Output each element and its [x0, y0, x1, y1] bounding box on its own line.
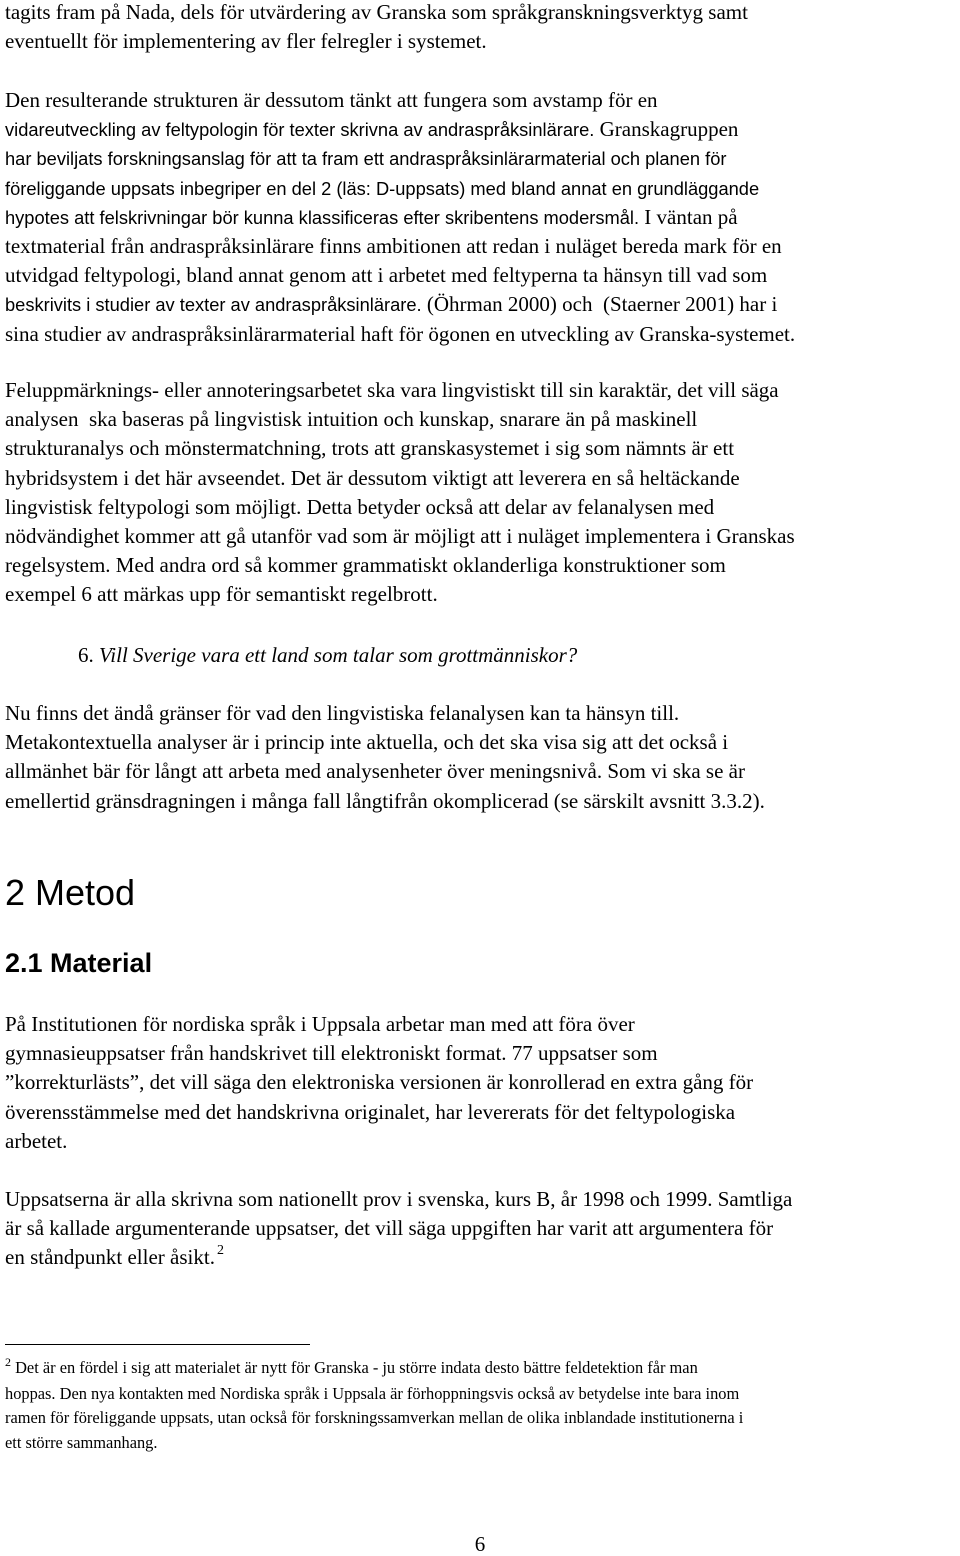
text-line: analysen ska baseras på lingvistisk intuition och kunskap, snarare än på maskinell — [5, 407, 698, 432]
text-line: exempel 6 att märkas upp för semantiskt regelbrott. — [5, 582, 438, 607]
text-line: hybridsystem i det här avseendet. Det är dessutom viktigt att leverera en så heltäckande — [5, 465, 740, 490]
text-line: beskrivits i studier av texter av andraspråksinlärare. — [5, 294, 422, 316]
example-number: 6. — [78, 643, 94, 667]
example-sentence — [78, 641, 577, 670]
text-line: sina studier av andraspråksinlärarmaterial haft för ögonen en utveckling av Granska-systemet. — [5, 321, 796, 346]
text-line: nödvändighet kommer att gå utanför vad som är möjligt att i nuläget implementera i Granskas — [5, 524, 795, 549]
text-line: Den resulterande strukturen är dessutom tänkt att fungera som avstamp för en — [5, 88, 658, 112]
text-line: arbetet. — [5, 1128, 68, 1153]
text-line: ramen för föreliggande uppsats, utan också för forskningssamverkan mellan de olika inblandade institutionerna i — [5, 1408, 744, 1428]
text-line: På Institutionen för nordiska språk i Uppsala arbetar man med att föra över — [5, 1012, 635, 1036]
text-line: Nu finns det ändå gränser för vad den lingvistiska felanalysen kan ta hänsyn till. — [5, 701, 680, 725]
text-line: är så kallade argumenterande uppsatser, det vill säga uppgiften har varit att argumentera för — [5, 1216, 774, 1241]
subsection-heading: 2.1 Material — [5, 948, 153, 978]
text-line: tagits fram på Nada, dels för utvärdering av Granska som språkgranskningsverktyg samt — [5, 0, 748, 24]
page-number: 6 — [474, 1532, 486, 1556]
text-line: Metakontextuella analyser är i princip inte aktuella, och det ska visa sig att det också i — [5, 730, 729, 755]
text-line: ”korrekturlästs”, det vill säga den elektroniska versionen är konrollerad en extra gång för — [5, 1070, 754, 1095]
text-line: regelsystem. Med andra ord så kommer grammatiskt oklanderliga konstruktioner som — [5, 553, 726, 578]
text-line: överensstämmelse med det handskrivna originalet, har levererats för det feltypologiska — [5, 1099, 736, 1124]
text-line: hoppas. Den nya kontakten med Nordiska språk i Uppsala är förhoppningsvis också av betydelse inte bara inom — [5, 1383, 740, 1403]
paragraph-limits — [5, 699, 765, 816]
text-line: I väntan på — [639, 204, 738, 229]
text-line: eventuellt för implementering av fler felregler i systemet. — [5, 29, 487, 54]
text-line: textmaterial från andraspråksinlärare finns ambitionen att redan i nuläget bereda mark för en — [5, 234, 782, 259]
text-line: ett större sammanhang. — [5, 1432, 158, 1452]
text-line: Uppsatserna är alla skrivna som nationellt prov i svenska, kurs B, år 1998 och 1999. Samtliga — [5, 1187, 793, 1211]
example-text: Vill Sverige vara ett land som talar som grottmänniskor? — [99, 643, 578, 667]
paragraph-essays — [5, 1185, 792, 1276]
footnote — [5, 1356, 743, 1455]
text-line: allmänhet bär för långt att arbeta med analysenheter över meningsnivå. Som vi ska se är — [5, 759, 745, 784]
text-line: Granskagruppen — [594, 117, 739, 142]
text-line: strukturanalys och mönstermatchning, trots att granskasystemet i sig som nämnts är ett — [5, 436, 735, 461]
text-line: Feluppmärknings- eller annoteringsarbetet ska vara lingvistiskt till sin karaktär, det vill säga — [5, 378, 779, 402]
text-line: hypotes att felskrivningar bör kunna klassificeras efter skribentens modersmål. — [5, 206, 640, 228]
text-line: utvidgad feltypologi, bland annat genom att i arbetet med feltyperna ta hänsyn till vad som — [5, 263, 768, 288]
paragraph-annotation — [5, 376, 795, 610]
text-line: emellertid gränsdragningen i många fall långtifrån okomplicerad (se särskilt avsnitt 3.3.2). — [5, 788, 765, 813]
text-line: gymnasieuppsatser från handskrivet till elektroniskt format. 77 uppsatser som — [5, 1041, 658, 1066]
footnote-reference[interactable]: 2 — [216, 1243, 224, 1259]
paragraph-structure — [5, 86, 795, 349]
text-line: en ståndpunkt eller åsikt. — [5, 1245, 215, 1270]
intro-paragraph — [5, 0, 748, 56]
text-line: föreliggande uppsats inbegriper en del 2 (läs: D-uppsats) med bland annat en grundläggande — [5, 177, 760, 199]
text-line: har beviljats forskningsanslag för att ta fram ett andraspråksinlärarmaterial och planen för — [5, 148, 727, 170]
text-line: lingvistisk feltypologi som möjligt. Detta betyder också att delar av felanalysen med — [5, 494, 715, 519]
text-line: (Öhrman 2000) och (Staerner 2001) har i — [421, 292, 778, 317]
text-line: vidareutveckling av feltypologin för texter skrivna av andraspråksinlärare. — [5, 119, 595, 141]
paragraph-material — [5, 1010, 753, 1156]
section-heading: 2 Metod — [5, 872, 136, 913]
footnote-mark: 2 — [5, 1355, 11, 1369]
footnote-separator — [5, 1344, 310, 1345]
text-line: Det är en fördel i sig att materialet är nytt för Granska - ju större indata desto bättre feldetektion får man — [11, 1358, 698, 1377]
